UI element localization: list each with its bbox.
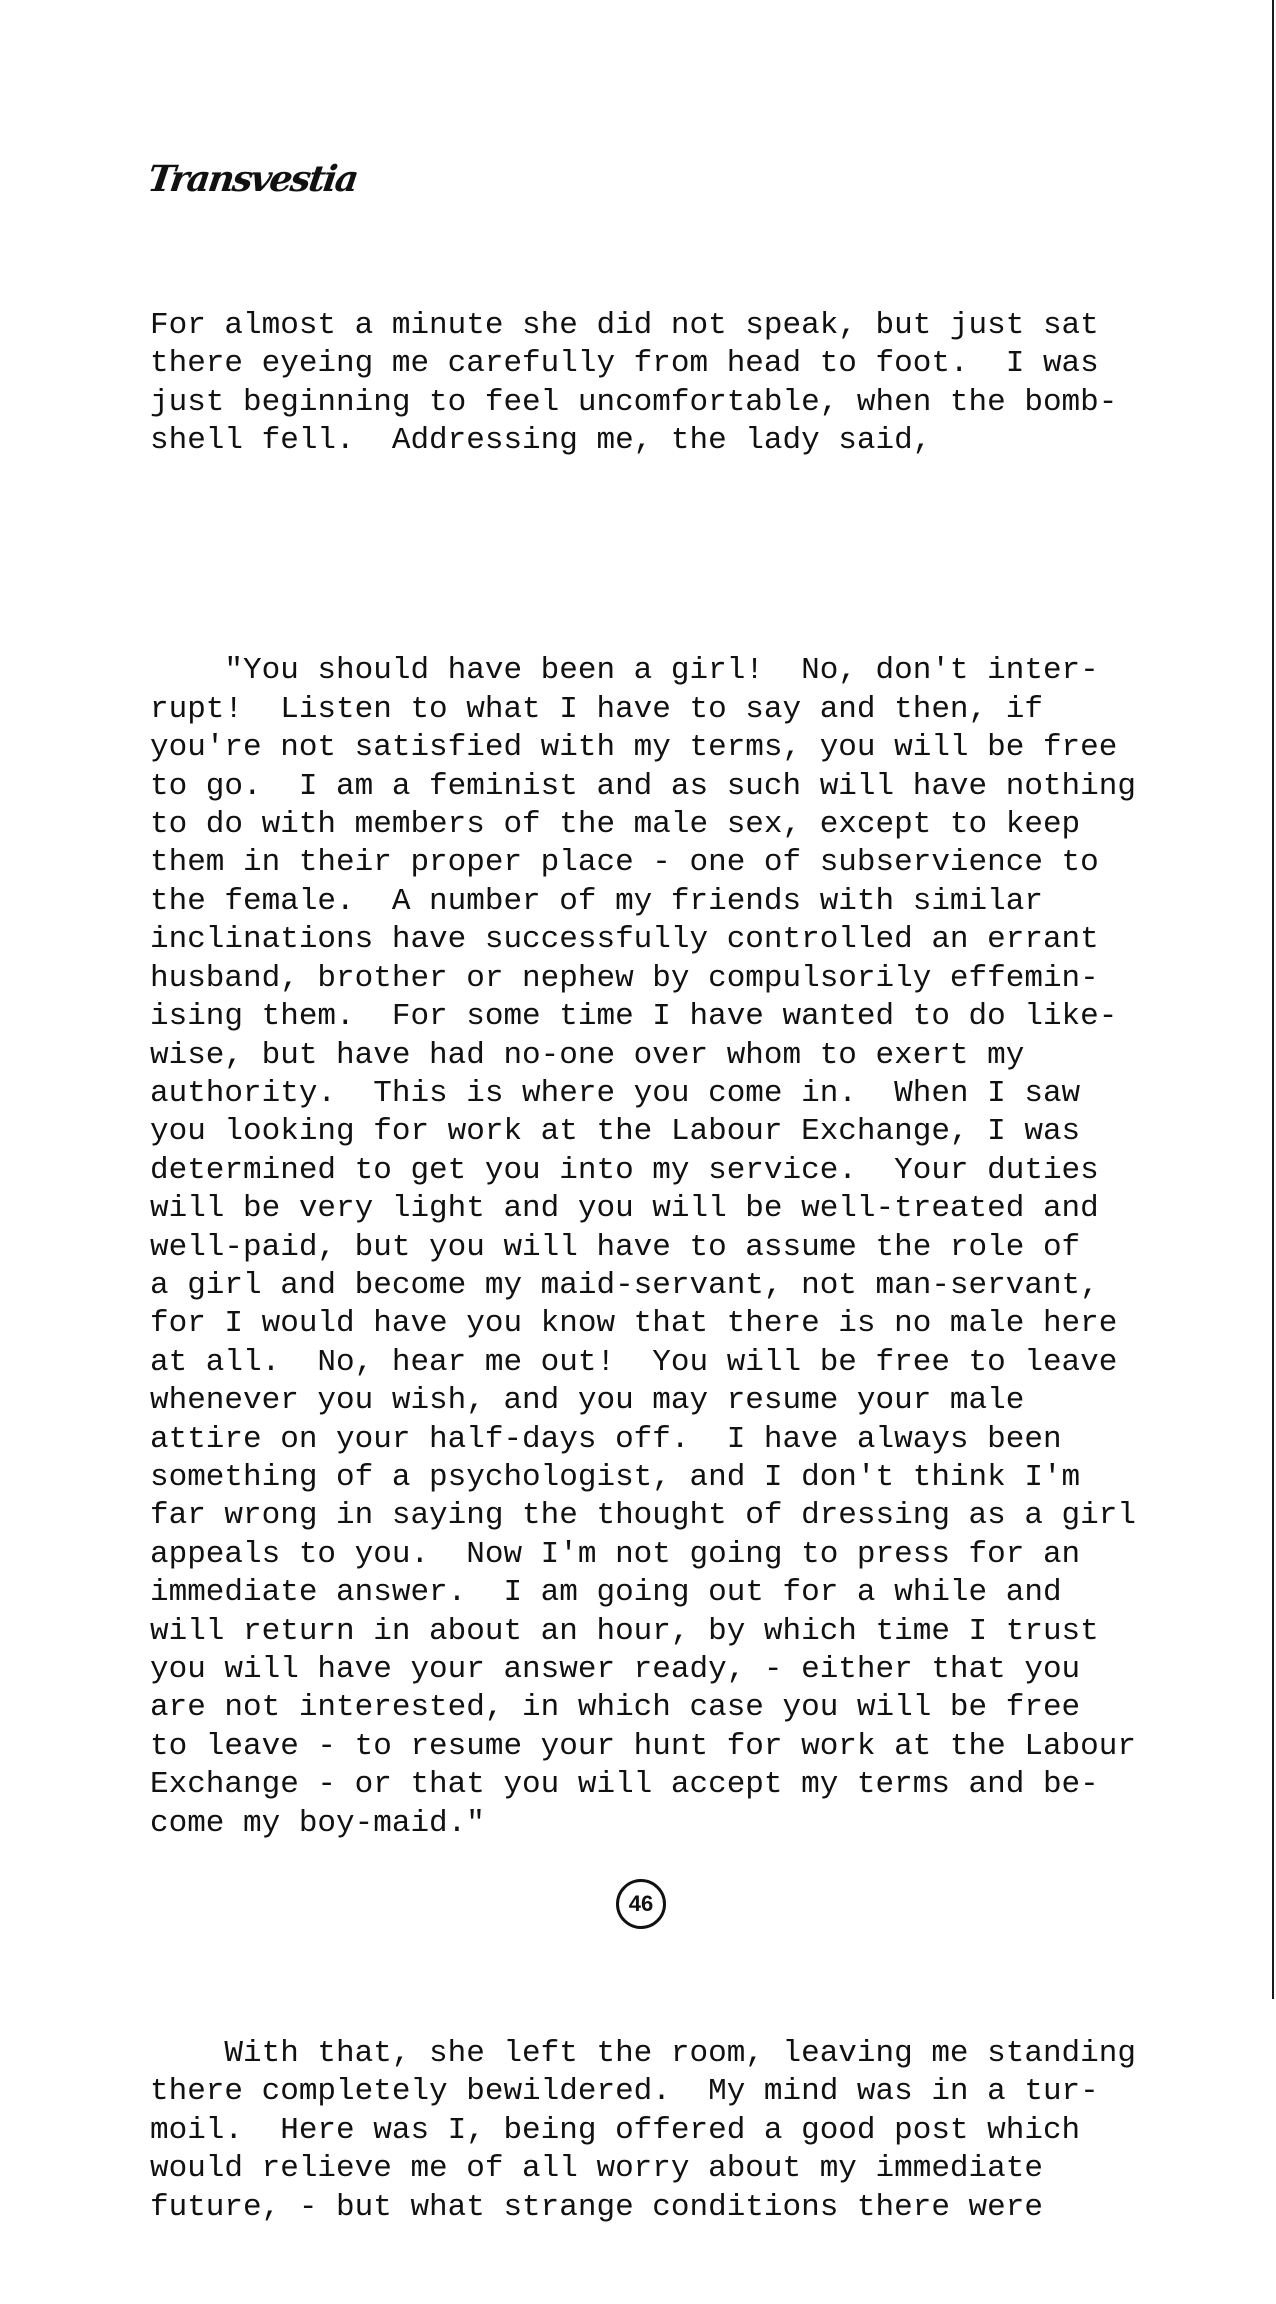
paragraph-1: For almost a minute she did not speak, but just sat there eyeing me carefully from head to foot. I was just beginning to feel uncomfortable, when the bomb- shell fell. Addressing me, the lady said, [150,307,1118,459]
paragraph-gap [150,1920,1180,1958]
body-text [150,230,1180,2304]
page-number: 46 [616,1879,666,1929]
masthead-title: Transvestia [145,158,360,200]
paragraph-3: With that, she left the room, leaving me standing there completely bewildered. My mind was in a tur- moil. Here was I, being offered a good post which would relieve me of all worry about my immediate future, - but what strange conditions there were [150,2036,1136,2225]
page-edge-rule [1272,0,1274,1999]
paragraph-gap [150,537,1180,575]
paragraph-2: "You should have been a girl! No, don't inter- rupt! Listen to what I have to say and then, if you're not satisfied with my terms, you will be free to go. I am a feminist and as such will have nothing to do with members of the male sex, except to keep them in their proper place - one of subservience to the female. A number of my friends with similar inclinations have successfully controlled an errant husband, brother or nephew by compulsorily effemin- ising them. For some time I have wanted to do like- wise, but have had no-one over whom to exert my authority. This is where you come in. When I saw you looking for work at the Labour Exchange, I was determined to get you into my service. Your duties will be very light and you will be well-treated and well-paid, but you will have to assume the role of a girl and become my maid-servant, not man-servant, for I would have you know that there is no male here at all. No, hear me out! You will be free to leave whenever you wish, and you may resume your male attire on your half-days off. I have always been something of a psychologist, and I don't think I'm far wrong in saying the thought of dressing as a girl appeals to you. Now I'm not going to press for an immediate answer. I am going out for a while and will return in about an hour, by which time I trust you will have your answer ready, - either that you are not interested, in which case you will be free to leave - to resume your hunt for work at the Labour Exchange - or that you will accept my terms and be- come my boy-maid." [150,653,1136,1841]
